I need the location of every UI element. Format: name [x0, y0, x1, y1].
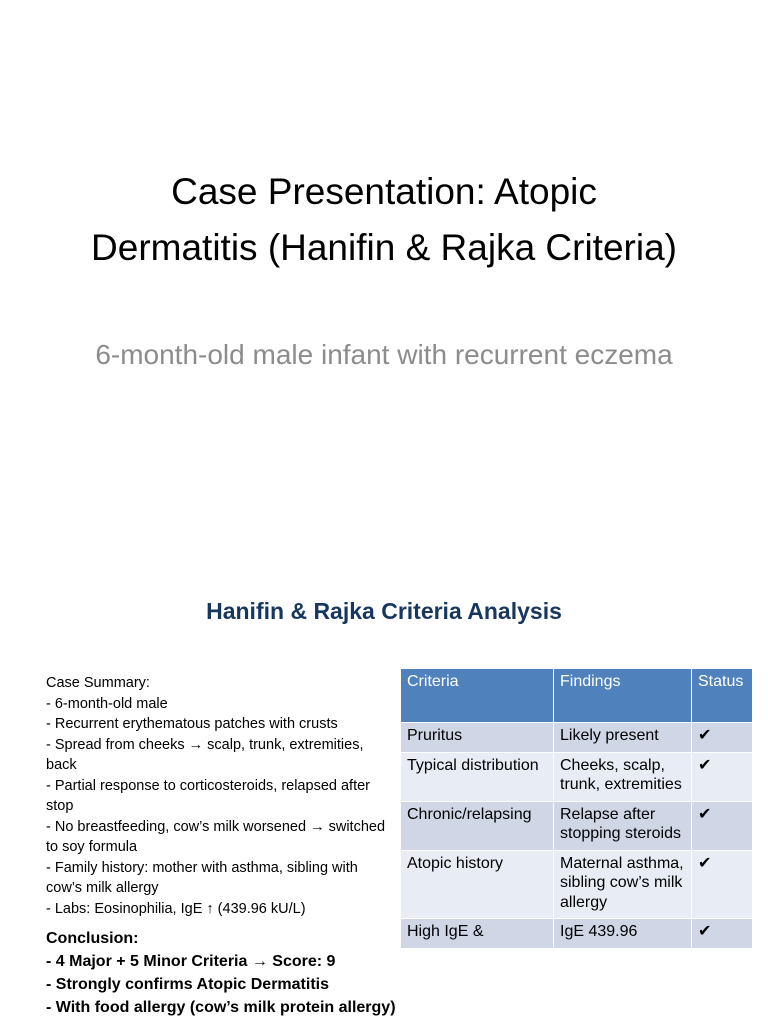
criteria-table [400, 668, 753, 949]
case-summary-heading: Case Summary: [46, 675, 150, 691]
status-check-icon: ✔ [692, 801, 753, 850]
header-status: Status [692, 669, 753, 723]
table-row [401, 850, 753, 919]
conclusion-line: - With food allergy (cow’s milk protein allergy) [46, 999, 396, 1016]
findings-cell: Likely present [554, 723, 692, 753]
status-check-icon: ✔ [692, 723, 753, 753]
table-row [401, 801, 753, 850]
table-row [401, 919, 753, 949]
findings-cell: IgE 439.96 [554, 919, 692, 949]
criteria-cell: Pruritus [401, 723, 554, 753]
status-check-icon: ✔ [692, 850, 753, 919]
findings-cell: Maternal asthma, sibling cow’s milk allergy [554, 850, 692, 919]
summary-line: - No breastfeeding, cow’s milk worsened → switched to soy formula [46, 818, 386, 855]
header-findings: Findings [554, 669, 692, 723]
criteria-cell: Atopic history [401, 850, 554, 919]
summary-line: - Family history: mother with asthma, sibling with cow’s milk allergy [46, 859, 358, 896]
table-header-row [401, 669, 753, 723]
status-check-icon: ✔ [692, 919, 753, 949]
criteria-cell: Chronic/relapsing [401, 801, 554, 850]
summary-line: - Partial response to corticosteroids, relapsed after stop [46, 777, 370, 814]
summary-line: - Labs: Eosinophilia, IgE ↑ (439.96 kU/L) [46, 900, 306, 917]
case-summary [46, 673, 396, 919]
status-check-icon: ✔ [692, 752, 753, 801]
conclusion-line: - Strongly confirms Atopic Dermatitis [46, 976, 329, 993]
summary-line: - 6-month-old male [46, 695, 168, 712]
header-criteria: Criteria [401, 669, 554, 723]
conclusion [46, 927, 446, 1019]
criteria-cell: High IgE & [401, 919, 554, 949]
summary-line: - Recurrent erythematous patches with crusts [46, 716, 338, 732]
criteria-cell: Typical distribution [401, 752, 554, 801]
conclusion-heading: Conclusion: [46, 930, 139, 947]
findings-cell: Cheeks, scalp, trunk, extremities [554, 752, 692, 801]
table-row [401, 723, 753, 753]
findings-cell: Relapse after stopping steroids [554, 801, 692, 850]
summary-line: - Spread from cheeks → scalp, trunk, extremities, back [46, 736, 364, 773]
section-heading: Hanifin & Rajka Criteria Analysis [206, 598, 562, 624]
table-row [401, 752, 753, 801]
conclusion-line: - 4 Major + 5 Minor Criteria → Score: 9 [46, 953, 336, 970]
slide-title: Case Presentation: Atopic Dermatitis (Hanifin & Rajka Criteria) [91, 171, 677, 268]
slide-subtitle: 6-month-old male infant with recurrent eczema [95, 339, 673, 370]
